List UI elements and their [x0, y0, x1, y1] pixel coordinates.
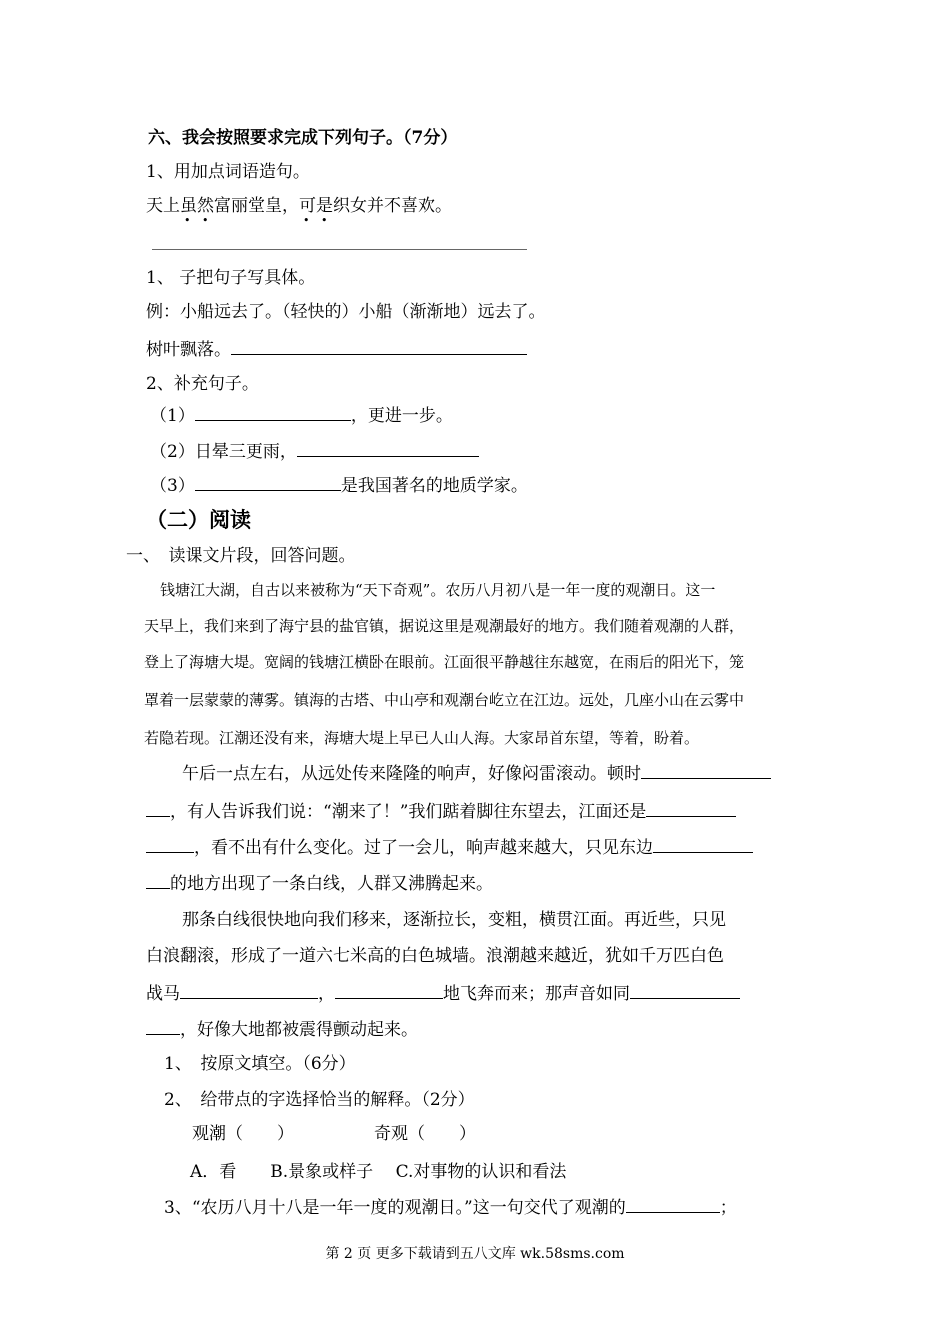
q2-answer-blank[interactable]	[231, 338, 527, 355]
dotted-word-text: 虽然	[180, 196, 214, 216]
emphasis-dot: •	[184, 214, 191, 227]
fill-blank[interactable]	[630, 982, 740, 999]
fill-blank[interactable]	[335, 982, 443, 999]
q3-item-2	[150, 440, 479, 464]
dotted-word-text: 可是	[299, 196, 333, 216]
sub-question-3-text: 3、“农历八月十八是一年一度的观潮日。”这一句交代了观潮的	[164, 1198, 626, 1218]
q3-item-1-blank[interactable]	[195, 404, 351, 421]
q2-prompt-line	[146, 338, 527, 362]
fill-blank[interactable]	[146, 836, 194, 853]
q1-answer-line[interactable]	[152, 249, 527, 250]
passage-line: 罩着一层蒙蒙的薄雾。镇海的古塔、中山亭和观潮台屹立在江边。远处，几座小山在云雾中	[144, 691, 745, 709]
q1-sentence-part-c: 织女并不喜欢。	[333, 196, 452, 216]
passage-p3-line-1: 那条白线很快地向我们移来，逐渐拉长，变粗，横贯江面。再近些，只见	[182, 910, 726, 930]
passage-p2-text: 的地方出现了一条白线，人群又沸腾起来。	[170, 874, 493, 894]
fill-blank[interactable]	[146, 1018, 180, 1035]
passage-p2-line-2	[146, 800, 736, 824]
passage-p2-text: 午后一点左右，从远处传来隆隆的响声，好像闷雷滚动。顿时	[182, 764, 641, 784]
sub-question-2-word-1: 观潮（ ）	[192, 1124, 294, 1144]
q1-sentence	[146, 194, 452, 227]
fill-blank[interactable]	[653, 836, 753, 853]
q1-sentence-part-b: 富丽堂皇，	[214, 196, 299, 216]
q1-sentence-part-a: 天上	[146, 196, 180, 216]
emphasis-dot: •	[202, 214, 209, 227]
q3-item-3-blank[interactable]	[195, 474, 341, 491]
q3-label: 2、补充句子。	[146, 374, 259, 394]
passage-line: 若隐若现。江潮还没有来，海塘大堤上早已人山人海。大家昂首东望，等着，盼着。	[144, 729, 700, 747]
passage-p2-text: ，有人告诉我们说：“潮来了！”我们踮着脚往东望去，江面还是	[170, 802, 647, 822]
passage-p2-line-4	[146, 872, 493, 896]
fill-blank[interactable]	[146, 872, 170, 889]
q3-item-3-prefix: （3）	[150, 476, 195, 496]
fill-blank[interactable]	[626, 1196, 720, 1213]
sub-question-2: 2、 给带点的字选择恰当的解释。（2分）	[164, 1090, 475, 1110]
q3-item-3-suffix: 是我国著名的地质学家。	[340, 476, 528, 496]
fill-blank[interactable]	[646, 800, 736, 817]
passage-p2-line-3	[146, 836, 753, 860]
passage-p3-text: 战马	[146, 984, 180, 1004]
dotted-word-keshi	[299, 194, 333, 227]
q3-item-1-suffix: ，更进一步。	[350, 406, 453, 426]
passage-line: 登上了海塘大堤。宽阔的钱塘江横卧在眼前。江面很平静越往东越宽，在雨后的阳光下，笼	[144, 653, 745, 671]
q3-item-2-blank[interactable]	[297, 440, 479, 457]
q3-item-3	[150, 474, 528, 498]
emphasis-dot: •	[321, 214, 328, 227]
reading-part-one-label: 一、 读课文片段，回答问题。	[126, 546, 356, 566]
q3-item-1-prefix: （1）	[150, 406, 195, 426]
passage-line: 钱塘江大湖，自古以来被称为“天下奇观”。农历八月初八是一年一度的观潮日。这一	[160, 581, 716, 599]
q2-prompt: 树叶飘落。	[146, 340, 231, 360]
passage-p3-line-3	[146, 982, 740, 1006]
passage-p2-line-1	[182, 762, 771, 786]
passage-line: 天早上，我们来到了海宁县的盐官镇，据说这里是观潮最好的地方。我们随着观潮的人群，	[144, 617, 745, 635]
sub-question-3-end: ；	[719, 1198, 737, 1218]
q1-label: 1、用加点词语造句。	[146, 162, 310, 182]
page-footer: 第 2 页 更多下载请到五八文库 wk.58sms.com	[325, 1246, 625, 1262]
sub-question-2-options: A．看 B.景象或样子 C.对事物的认识和看法	[190, 1162, 567, 1182]
fill-blank[interactable]	[146, 800, 170, 817]
passage-p3-text: 地飞奔而来；那声音如同	[443, 984, 630, 1004]
section-six-title: 六、我会按照要求完成下列句子。（7分）	[148, 128, 458, 148]
fill-blank[interactable]	[641, 762, 771, 779]
sub-question-2-word-2: 奇观（ ）	[374, 1124, 476, 1144]
passage-p3-line-2: 白浪翻滚，形成了一道六七米高的白色城墙。浪潮越来越近，犹如千万匹白色	[146, 946, 724, 966]
reading-heading: （二）阅读	[146, 507, 251, 532]
passage-p3-text: ，	[318, 984, 335, 1004]
passage-p3-line-4	[146, 1018, 418, 1042]
passage-p3-text: ，好像大地都被震得颤动起来。	[180, 1020, 418, 1040]
sub-question-3	[164, 1196, 737, 1220]
sub-question-1: 1、 按原文填空。（6分）	[164, 1054, 356, 1074]
fill-blank[interactable]	[180, 982, 318, 999]
q2-example: 例：小船远去了。（轻快的）小船（渐渐地）远去了。	[146, 302, 546, 322]
emphasis-dot: •	[303, 214, 310, 227]
q3-item-1	[150, 404, 453, 428]
q2-label: 1、 子把句子写具体。	[146, 268, 316, 288]
passage-p2-text: ，看不出有什么变化。过了一会儿，响声越来越大，只见东边	[194, 838, 653, 858]
dotted-word-suiran	[180, 194, 214, 227]
q3-item-2-text: （2）日晕三更雨，	[150, 442, 297, 462]
